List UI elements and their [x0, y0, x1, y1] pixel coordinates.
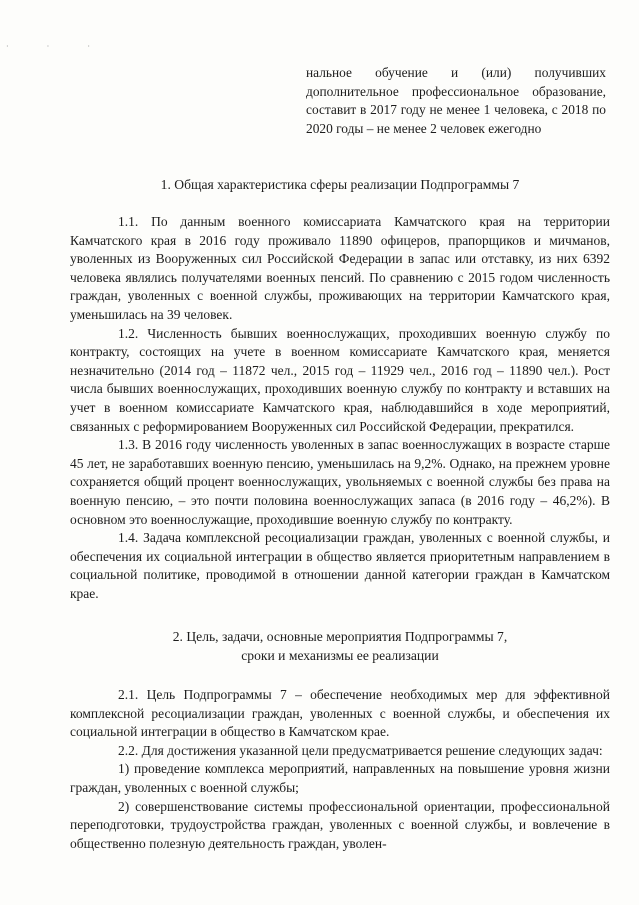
section-2-title-line-1: 2. Цель, задачи, основные мероприятия Подпрограммы 7, — [172, 629, 508, 644]
section-2-heading — [70, 628, 610, 665]
task-2: 2) совершенствование системы профессиональной ориентации, профессиональной переподготовки, трудоустройства граждан, уволенных с военной службы, и вовлечение в общественно полезную деятельность граждан, уволен- — [70, 798, 610, 851]
section-2-title-line-2: сроки и механизмы ее реализации — [241, 647, 439, 663]
section-1-heading — [70, 176, 610, 195]
paragraph-1-3: 1.3. В 2016 году численность уволенных в запас военнослужащих в возрасте старше 45 лет, не заработавших военную пенсию, уменьшилась на 9,2%. Однако, на прежнем уровне сохраняется общий процент военнослужащих, увольняемых с военной службы без права на военную пенсию, – это почти половина военнослужащих запаса (в 2016 году – 46,2%). В основном это военнослужащие, проходившие военную службу по контракту. — [70, 437, 610, 527]
section-1-title: 1. Общая характеристика сферы реализации Подпрограммы 7 — [160, 177, 520, 192]
paragraph-1-2: 1.2. Численность бывших военнослужащих, проходивших военную службу по контракту, состоящих на учете в военном комиссариате Камчатского края, меняется незначительно (2014 год – 11872 чел., 2015 год – 11929 чел., 2016 год – 11890 чел.). Рост числа бывших военнослужащих, проходивших военную службу по контракту и вставших на учет в военном комиссариате Камчатского края, наблюдавшийся в ходе мероприятий, связанных с реформированием Вооруженных сил Российской Федерации, прекратился. — [70, 325, 610, 434]
paragraph-1-1: 1.1. По данным военного комиссариата Камчатского края на территории Камчатского края в 2016 году проживало 11890 офицеров, прапорщиков и мичманов, уволенных из Вооруженных сил Российской Федерации в запас или отставку, из них 6392 человека являлись получателями военных пенсий. По сравнению с 2015 годом численность граждан, уволенных с военной службы, проживающих на территории Камчатского края, уменьшилась на 39 человек. — [70, 214, 610, 322]
section-2-body — [70, 686, 610, 853]
paragraph-2-2: 2.2. Для достижения указанной цели предусматривается решение следующих задач: — [118, 742, 603, 758]
paragraph-1-4: 1.4. Задача комплексной ресоциализации граждан, уволенных с военной службы, и обеспечения их социальной интеграции в общество является приоритетным направлением в социальной политике, проводимой в отношении данной категории граждан в Камчатском крае. — [70, 530, 610, 601]
fragment-text: нальное обучение и (или) получивших дополнительное профессиональное образование, составит в 2017 году не менее 1 человека, с 2018 по 2020 годы – не менее 2 человек ежегодно — [306, 65, 606, 136]
task-1: 1) проведение комплекса мероприятий, направленных на повышение уровня жизни граждан, уволенных с военной службы; — [70, 761, 610, 795]
scan-specks: · · · — [6, 42, 108, 51]
section-1-body — [70, 213, 610, 603]
paragraph-2-1: 2.1. Цель Подпрограммы 7 – обеспечение необходимых мер для эффективной комплексной ресоциализации граждан, уволенных с военной службы, и обеспечения их социальной интеграции в общество в Камчатском крае. — [70, 687, 610, 740]
table-cell-continuation — [306, 64, 606, 138]
